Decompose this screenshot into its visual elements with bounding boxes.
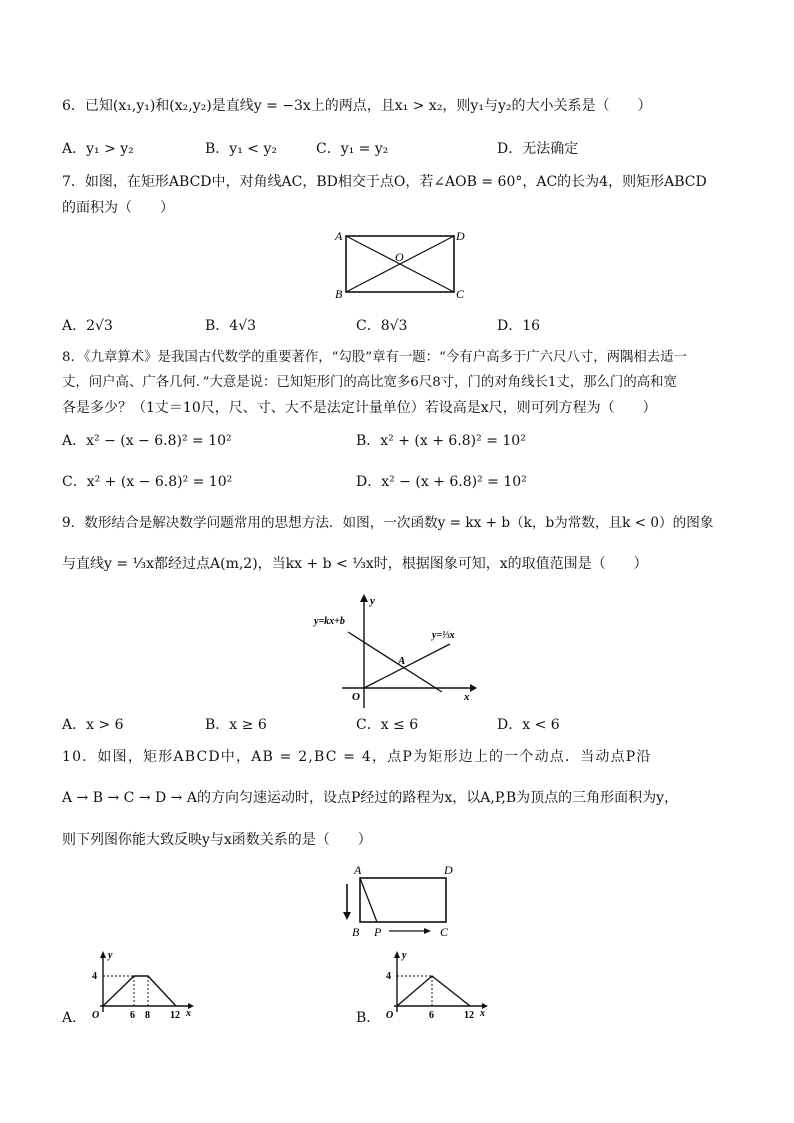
label-c: C	[440, 925, 449, 939]
q10-stem-line1: 10．如图，矩形ABCD中，AB = 2,BC = 4，点P为矩形边上的一个动点．当动点P沿	[62, 749, 652, 765]
q7-stem-line2: 的面积为（ ）	[62, 200, 174, 216]
label-d: D	[456, 229, 465, 243]
q10-stem-line2: A → B → C → D → A的方向匀速运动时，设点P经过的路程为x，以A,P,B为顶点的三角形面积为y，	[62, 790, 679, 806]
rectangle-abcd	[360, 878, 446, 922]
q9-option-c: C．x ≤ 6	[356, 717, 419, 733]
q6-stem: 6．已知(x₁,y₁)和(x₂,y₂)是直线y = −3x上的两点，且x₁ > x₂，则y₁与y₂的大小关系是（ ）	[62, 98, 652, 114]
label-y: y	[108, 950, 113, 961]
q7-option-d: D．16	[497, 318, 541, 334]
label-x: x	[480, 1008, 485, 1019]
q6-option-d: D．无法确定	[497, 141, 579, 157]
q8-stem-line3: 各是多少？（1丈＝10尺，尺、寸、大不是法定计量单位）若设高是x尺，则可列方程为（ ）	[62, 400, 657, 416]
label-o: O	[92, 1010, 100, 1021]
q10-rectangle-figure	[334, 862, 464, 940]
q9-option-a: A．x > 6	[62, 717, 124, 733]
q8-stem-line1: 8．《九章算术》是我国古代数学的重要著作，“勾股”章有一题：“今有户高多于广六尺八寸，两隅相去适一	[62, 350, 687, 365]
function-curve	[103, 976, 176, 1006]
q7-stem-line1: 7．如图，在矩形ABCD中，对角线AC，BD相交于点O，若∠AOB = 60°，AC的长为4，则矩形ABCD	[62, 174, 707, 190]
q7-rectangle-figure	[332, 226, 468, 302]
label-y: y	[370, 595, 375, 607]
label-b: B	[352, 925, 360, 939]
segment-ap	[360, 878, 377, 922]
label-p: P	[374, 925, 382, 939]
label-o: O	[352, 691, 360, 703]
function-curve	[397, 976, 470, 1006]
x-axis-arrow	[470, 684, 477, 692]
q6-option-b: B．y₁ < y₂	[205, 141, 277, 157]
q8-option-d: D．x² − (x + 6.8)² = 10²	[356, 474, 527, 490]
q7-option-a: A．2√3	[62, 318, 113, 334]
q7-option-b: B．4√3	[205, 318, 257, 334]
q10-stem-line3: 则下列图你能大致反映y与x函数关系的是（ ）	[62, 832, 372, 848]
label-x: x	[186, 1008, 191, 1019]
q10-option-b-label: B．	[356, 1010, 381, 1026]
tick-8: 8	[145, 1010, 150, 1021]
label-c: C	[456, 287, 465, 301]
label-a: A	[398, 655, 406, 667]
q6-option-a: A．y₁ > y₂	[62, 141, 134, 157]
q10-graph-a	[86, 948, 198, 1022]
y-axis-arrow	[360, 594, 368, 602]
q8-option-b: B．x² + (x + 6.8)² = 10²	[356, 433, 526, 449]
label-line-kx-plus-b: y=kx+b	[314, 616, 345, 627]
label-b: B	[335, 287, 343, 301]
direction-arrowhead-down	[343, 912, 351, 920]
q9-stem-line2: 与直线y = ⅓x都经过点A(m,2)，当kx + b < ⅓x时，根据图象可知，x的取值范围是（ ）	[62, 556, 648, 572]
q10-option-a-label: A．	[62, 1010, 87, 1026]
q8-option-c: C．x² + (x − 6.8)² = 10²	[62, 474, 233, 490]
y-axis-arrow	[100, 951, 106, 958]
tick-6: 6	[429, 1010, 434, 1021]
label-o: O	[395, 250, 404, 264]
label-x: x	[464, 691, 470, 703]
q7-option-c: C．8√3	[356, 318, 408, 334]
label-y: y	[402, 950, 407, 961]
label-line-one-third-x: y=⅓x	[432, 630, 455, 641]
label-d: D	[444, 863, 453, 877]
tick-6: 6	[130, 1010, 135, 1021]
tick-12: 12	[464, 1010, 474, 1021]
q9-option-d: D．x < 6	[497, 717, 560, 733]
y-axis-arrow	[394, 951, 400, 958]
label-4: 4	[92, 971, 97, 982]
label-o: O	[386, 1010, 394, 1021]
line-kx-plus-b	[348, 632, 442, 692]
label-a: A	[354, 863, 362, 877]
q8-stem-line2: 丈，问户高、广各几何．”大意是说：已知矩形门的高比宽多6尺8寸，门的对角线长1丈，那么门的高和宽	[62, 375, 677, 390]
q8-option-a: A．x² − (x − 6.8)² = 10²	[62, 433, 232, 449]
q9-option-b: B．x ≥ 6	[205, 717, 267, 733]
q6-option-c: C．y₁ = y₂	[316, 141, 389, 157]
label-a: A	[335, 229, 343, 243]
q9-graph-figure	[312, 592, 477, 710]
direction-arrowhead-right	[424, 928, 431, 934]
q10-graph-b	[380, 948, 492, 1022]
tick-12: 12	[170, 1010, 180, 1021]
label-4: 4	[386, 971, 391, 982]
q9-stem-line1: 9．数形结合是解决数学问题常用的思想方法．如图，一次函数y = kx + b（k，b为常数，且k < 0）的图象	[62, 515, 714, 531]
